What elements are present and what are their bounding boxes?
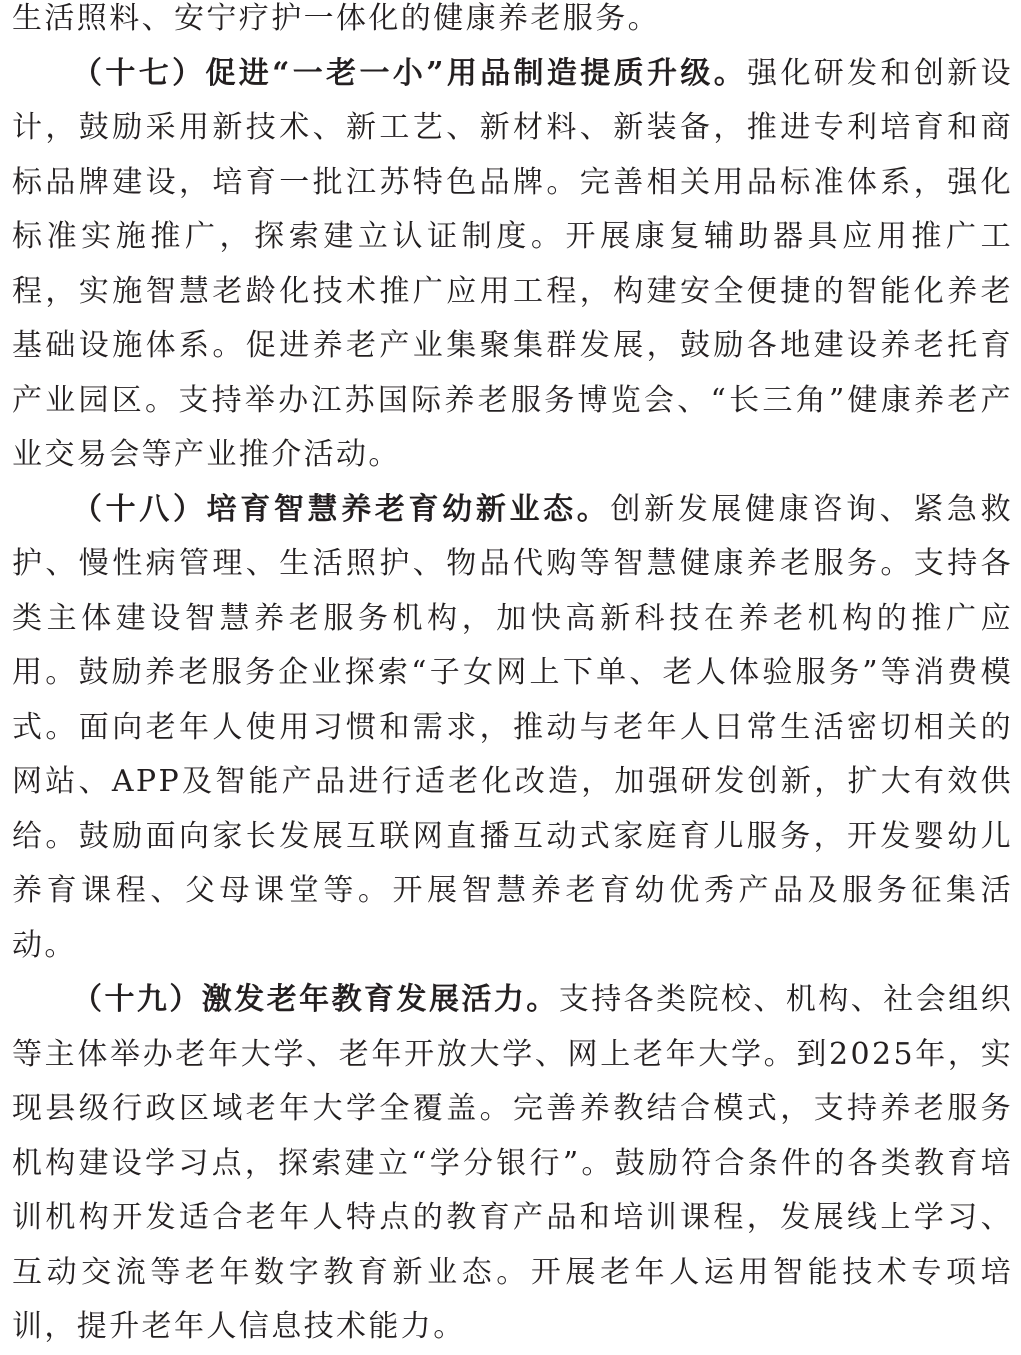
section-19-title: （十九）激发老年教育发展活力。 bbox=[72, 982, 559, 1017]
section-17 bbox=[12, 47, 1013, 483]
intro-paragraph-tail: 生活照料、安宁疗护一体化的健康养老服务。 bbox=[12, 1, 660, 36]
section-17-title: （十七）促进“一老一小”用品制造提质升级。 bbox=[72, 55, 748, 91]
section-18-body: 创新发展健康咨询、紧急救护、慢性病管理、生活照护、物品代购等智慧健康养老服务。支持各类主体建设智慧养老服务机构，加快高新科技在养老机构的推广应用。鼓励养老服务企业探索“子女网上下单、老人体验服务”等消费模式。面向老年人使用习惯和需求，推动与老年人日常生活密切相关的网站、APP及智能产品进行适老化改造，加强研发创新，扩大有效供给。鼓励面向家长发展互联网直播互动式家庭育儿服务，开发婴幼儿养育课程、父母课堂等。开展智慧养老育幼优秀产品及服务征集活动。 bbox=[12, 491, 1013, 963]
section-19-body: 支持各类院校、机构、社会组织等主体举办老年大学、老年开放大学、网上老年大学。到2025年，实现县级行政区域老年大学全覆盖。完善养教结合模式，支持养老服务机构建设学习点，探索建立“学分银行”。鼓励符合条件的各类教育培训机构开发适合老年人特点的教育产品和培训课程，发展线上学习、互动交流等老年数字教育新业态。开展老年人运用智能技术专项培训，提升老年人信息技术能力。 bbox=[12, 982, 1013, 1344]
section-18-title: （十八）培育智慧养老育幼新业态。 bbox=[72, 491, 611, 527]
section-17-body: 强化研发和创新设计，鼓励采用新技术、新工艺、新材料、新装备，推进专利培育和商标品牌建设，培育一批江苏特色品牌。完善相关用品标准体系，强化标准实施推广，探索建立认证制度。开展康复辅助器具应用推广工程，实施智慧老龄化技术推广应用工程，构建安全便捷的智能化养老基础设施体系。促进养老产业集聚集群发展，鼓励各地建设养老托育产业园区。支持举办江苏国际养老服务博览会、“长三角”健康养老产业交易会等产业推介活动。 bbox=[12, 55, 1013, 472]
section-18 bbox=[12, 483, 1013, 974]
section-19 bbox=[12, 973, 1013, 1355]
